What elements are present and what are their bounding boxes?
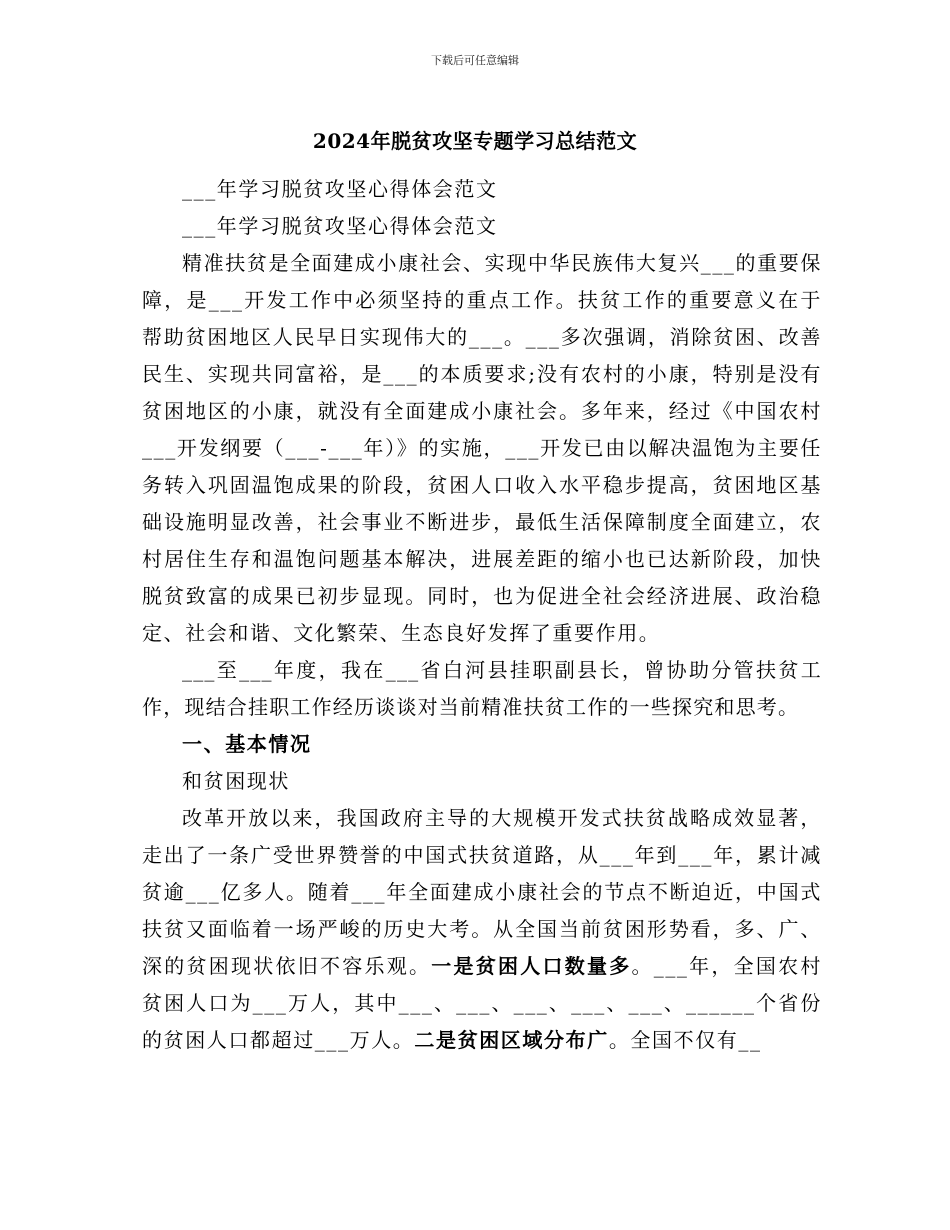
bold-point-two: 二是贫困区域分布广 xyxy=(414,1028,609,1052)
paragraph-text-end: 。全国不仅有__ xyxy=(608,1028,762,1052)
paragraph-experience: ___至___年度，我在___省白河县挂职副县长，曾协助分管扶贫工作，现结合挂职工作经历谈谈对当前精准扶贫工作的一些探究和思考。 xyxy=(142,658,822,719)
paragraph-poverty-status xyxy=(142,800,822,1059)
paragraph-text-middle: 。___年，全国农村贫困人口为___万人，其中___、___、___、___、___、______个省份的贫困人口都超过___万人。 xyxy=(142,954,823,1052)
document-title: 2024年脱贫攻坚专题学习总结范文 xyxy=(312,129,638,153)
paragraph-text-start: 改革开放以来，我国政府主导的大规模开发式扶贫战略成效显著，走出了一条广受世界赞誉的中国式扶贫道路，从___年到___年，累计减贫逾___亿多人。随着___年全面建成小康社会的节点不断迫近，中国式扶贫又面临着一场严峻的历史大考。从全国当前贫困形势看，多、广、深的贫困现状依旧不容乐观。 xyxy=(142,806,822,978)
document-body xyxy=(142,171,822,1059)
section-heading-basic-situation: 一、基本情况 xyxy=(182,732,312,756)
paragraph-intro: 精准扶贫是全面建成小康社会、实现中华民族伟大复兴___的重要保障，是___开发工作中必须坚持的重点工作。扶贫工作的重要意义在于帮助贫困地区人民早日实现伟大的___。___多次强调，消除贫困、改善民生、实现共同富裕，是___的本质要求;没有农村的小康，特别是没有贫困地区的小康，就没有全面建成小康社会。多年来，经过《中国农村___开发纲要（___-___年）》的实施，___开发已由以解决温饱为主要任务转入巩固温饱成果的阶段，贫困人口收入水平稳步提高，贫困地区基础设施明显改善，社会事业不断进步，最低生活保障制度全面建立，农村居住生存和温饱问题基本解决，进展差距的缩小也已达新阶段，加快脱贫致富的成果已初步显现。同时，也为促进全社会经济进展、政治稳定、社会和谐、文化繁荣、生态良好发挥了重要作用。 xyxy=(142,251,822,645)
subheading-poverty-status: 和贫困现状 xyxy=(182,769,290,793)
page-header-note: 下载后可任意编辑 xyxy=(431,54,519,67)
subtitle-line-1: ___年学习脱贫攻坚心得体会范文 xyxy=(182,177,498,201)
subtitle-line-2: ___年学习脱贫攻坚心得体会范文 xyxy=(182,214,498,238)
bold-point-one: 一是贫困人口数量多 xyxy=(431,954,632,978)
